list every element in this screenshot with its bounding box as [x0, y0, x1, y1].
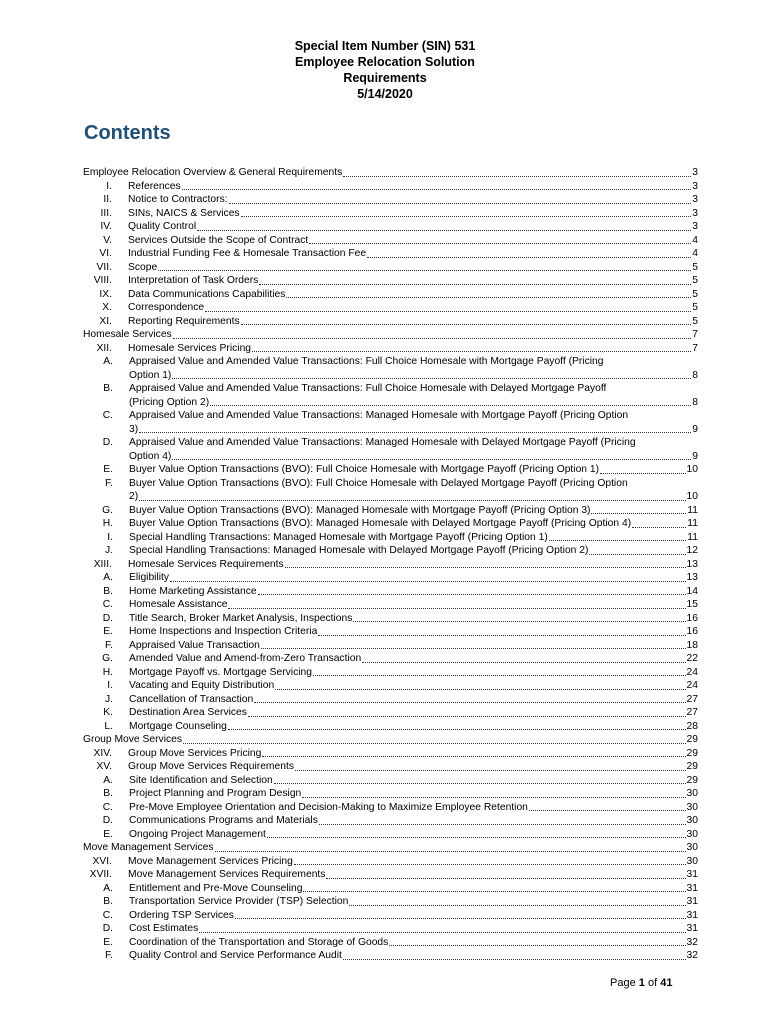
toc-entry[interactable]	[83, 693, 698, 707]
toc-entry-number: I.	[106, 180, 112, 192]
toc-entry-number: X.	[102, 302, 112, 313]
table-of-contents	[83, 166, 698, 963]
toc-entry-number: VI.	[99, 248, 112, 259]
toc-entry-number: F.	[104, 950, 113, 961]
toc-entry-title: Group Move Services Pricing	[128, 747, 262, 759]
toc-entry-title: Special Handling Transactions: Managed Homesale with Delayed Mortgage Payoff (Pricing Option 2)	[129, 545, 589, 556]
toc-page-number: 8	[692, 369, 698, 381]
toc-entry[interactable]	[83, 733, 698, 747]
toc-entry-title: Group Move Services Requirements	[128, 761, 294, 772]
page-total: 41	[660, 977, 673, 989]
toc-entry-title: Appraised Value and Amended Value Transactions: Managed Homesale with Mortgage Payoff (Pricing Option	[129, 410, 629, 421]
toc-page-number: 30	[686, 788, 698, 799]
toc-dot-leader	[241, 324, 692, 325]
toc-dot-leader	[254, 702, 685, 703]
toc-entry-title-continued: 2)	[129, 491, 139, 502]
toc-page-number: 22	[686, 653, 698, 664]
toc-entry-title: Data Communications Capabilities	[128, 288, 286, 300]
toc-entry-title: Homesale Services Requirements	[128, 558, 284, 570]
toc-entry[interactable]	[83, 423, 698, 437]
toc-page-number: 16	[686, 626, 698, 637]
toc-entry-number: III.	[100, 207, 112, 219]
toc-entry-title: Buyer Value Option Transactions (BVO): Full Choice Homesale with Delayed Mortgage Payoff (Pricing Option	[129, 477, 628, 489]
toc-entry-number: A.	[103, 356, 113, 367]
toc-page-number: 30	[686, 855, 698, 867]
toc-entry-title: Site Identification and Selection	[129, 774, 273, 786]
toc-page-number: 15	[686, 599, 698, 610]
toc-entry-title: Move Management Services	[83, 842, 214, 853]
toc-entry-number: C.	[102, 801, 113, 813]
toc-entry-title: Industrial Funding Fee & Homesale Transaction Fee	[128, 248, 367, 259]
header-title-line-3: Requirements	[343, 71, 427, 85]
toc-entry-title: Group Move Services	[83, 734, 183, 745]
toc-dot-leader	[389, 945, 685, 946]
toc-entry-title: References	[128, 180, 181, 192]
toc-dot-leader	[229, 203, 692, 204]
toc-page-number: 31	[686, 869, 698, 880]
toc-entry-title: Buyer Value Option Transactions (BVO): Managed Homesale with Mortgage Payoff (Pricing Option 3)	[129, 504, 591, 516]
toc-entry[interactable]	[83, 828, 698, 842]
toc-page-number: 29	[686, 734, 698, 745]
toc-page-number: 28	[686, 720, 698, 732]
toc-entry-number: G.	[102, 653, 113, 664]
toc-entry[interactable]	[83, 774, 698, 788]
toc-page-number: 31	[686, 882, 698, 894]
toc-page-number: 13	[686, 558, 698, 570]
page-footer	[610, 977, 672, 989]
toc-entry-gap	[113, 355, 129, 369]
toc-entry-number: IV.	[100, 221, 112, 232]
toc-entry-number: A.	[103, 572, 113, 583]
toc-dot-leader	[274, 783, 686, 784]
toc-entry-title: Interpretation of Task Orders	[128, 275, 259, 286]
toc-entry-title: Buyer Value Option Transactions (BVO): Managed Homesale with Delayed Mortgage Payoff (Pricing Option 4)	[129, 518, 632, 529]
toc-page-number: 11	[687, 504, 698, 516]
toc-entry-title: Reporting Requirements	[128, 315, 240, 327]
toc-entry-title: Employee Relocation Overview & General Requirements	[83, 167, 343, 178]
document-header	[0, 38, 770, 102]
toc-entry-title: Quality Control	[128, 221, 197, 232]
toc-page-number: 9	[692, 423, 698, 435]
toc-entry[interactable]	[83, 220, 698, 234]
toc-entry-title: Quality Control and Service Performance Audit	[129, 950, 342, 961]
toc-page-number: 4	[692, 248, 698, 259]
toc-page-number: 11	[687, 518, 698, 529]
toc-dot-leader	[343, 959, 686, 960]
toc-entry-title: SINs, NAICS & Services	[128, 207, 240, 219]
toc-entry[interactable]	[83, 450, 698, 464]
toc-entry-title: Home Inspections and Inspection Criteria	[129, 626, 318, 637]
toc-entry-title: Destination Area Services	[129, 707, 247, 718]
toc-entry-title: Appraised Value and Amended Value Transactions: Full Choice Homesale with Mortgage Payoff (Pricing	[129, 356, 604, 367]
toc-page-number: 29	[686, 774, 698, 786]
toc-entry-number: B.	[103, 788, 113, 799]
toc-entry[interactable]	[83, 558, 698, 572]
toc-entry[interactable]	[83, 841, 698, 855]
page-label: Page	[610, 977, 636, 989]
toc-page-number: 7	[692, 329, 698, 340]
toc-entry[interactable]	[83, 193, 698, 207]
toc-entry[interactable]	[83, 301, 698, 315]
toc-page-number: 27	[686, 693, 698, 705]
toc-entry[interactable]	[83, 706, 698, 720]
toc-entry[interactable]	[83, 585, 698, 599]
toc-entry-number: A.	[103, 774, 113, 786]
toc-entry-title: Entitlement and Pre-Move Counseling	[129, 882, 303, 894]
toc-entry-title: Correspondence	[128, 302, 205, 313]
toc-entry-number: A.	[103, 882, 113, 894]
toc-entry-first-line	[83, 355, 698, 369]
toc-dot-leader	[228, 729, 686, 730]
toc-entry-first-line	[83, 409, 698, 423]
toc-dot-leader	[158, 270, 691, 271]
toc-dot-leader	[303, 891, 685, 892]
toc-entry[interactable]	[83, 895, 698, 909]
toc-dot-leader	[205, 311, 691, 312]
toc-entry-number: XVII.	[89, 869, 112, 880]
toc-entry-title: Notice to Contractors:	[128, 194, 228, 205]
toc-page-number: 13	[686, 572, 698, 583]
toc-entry-number: J.	[104, 545, 113, 556]
toc-page-number: 29	[686, 761, 698, 772]
toc-entry-gap	[113, 477, 129, 491]
toc-page-number: 9	[692, 450, 698, 462]
toc-entry-title: Appraised Value and Amended Value Transactions: Full Choice Homesale with Delayed Mortgage Payoff	[129, 383, 607, 394]
toc-entry-title: Move Management Services Requirements	[128, 869, 326, 880]
toc-entry-title: Buyer Value Option Transactions (BVO): Full Choice Homesale with Mortgage Payoff (Pricing Option 1)	[129, 464, 600, 475]
toc-entry-title: Vacating and Equity Distribution	[129, 680, 275, 691]
toc-entry-number: H.	[102, 518, 113, 529]
toc-entry-title: Mortgage Counseling	[129, 720, 227, 732]
toc-entry-number: K.	[103, 707, 113, 718]
toc-dot-leader	[275, 689, 685, 690]
toc-dot-leader	[267, 837, 686, 838]
toc-entry-title: Appraised Value and Amended Value Transactions: Managed Homesale with Delayed Mortgage Payoff (Pricing	[129, 437, 636, 448]
toc-dot-leader	[591, 513, 686, 514]
toc-entry[interactable]	[83, 868, 698, 882]
toc-dot-leader	[248, 716, 686, 717]
toc-entry[interactable]	[83, 247, 698, 261]
toc-dot-leader	[199, 932, 685, 933]
toc-page-number: 10	[686, 491, 698, 502]
toc-entry-number: L.	[104, 720, 113, 732]
toc-dot-leader	[353, 621, 685, 622]
toc-page-number: 30	[686, 801, 698, 813]
toc-entry-number: G.	[102, 504, 113, 516]
toc-page-number: 4	[692, 234, 698, 246]
toc-entry-number: XVI.	[92, 855, 112, 867]
toc-entry-number: D.	[102, 437, 113, 448]
toc-dot-leader	[139, 500, 685, 501]
toc-dot-leader	[215, 851, 686, 852]
toc-page-number: 14	[686, 585, 698, 597]
toc-dot-leader	[197, 230, 691, 231]
toc-entry[interactable]	[83, 787, 698, 801]
toc-entry-number: E.	[103, 936, 113, 948]
toc-entry-number: VII.	[96, 261, 112, 273]
toc-entry-number: D.	[102, 923, 113, 934]
toc-page-number: 18	[686, 639, 698, 651]
toc-dot-leader	[228, 608, 685, 609]
toc-dot-leader	[632, 527, 686, 528]
toc-entry[interactable]	[83, 261, 698, 275]
toc-entry-number: E.	[103, 626, 113, 637]
toc-entry-title: Ordering TSP Services	[129, 909, 234, 921]
toc-dot-leader	[295, 770, 686, 771]
toc-page-number: 31	[686, 909, 698, 921]
toc-entry[interactable]	[83, 922, 698, 936]
toc-entry[interactable]	[83, 504, 698, 518]
toc-entry[interactable]	[83, 652, 698, 666]
toc-page-number: 12	[686, 545, 698, 556]
toc-dot-leader	[172, 378, 691, 379]
toc-page-number: 5	[692, 315, 698, 327]
toc-entry-title-continued: Option 4)	[129, 450, 172, 462]
toc-entry[interactable]	[83, 625, 698, 639]
toc-entry-gap	[113, 382, 129, 396]
toc-entry-number: C.	[102, 410, 113, 421]
toc-entry-title: Title Search, Broker Market Analysis, Inspections	[129, 612, 353, 624]
toc-entry[interactable]	[83, 612, 698, 626]
toc-dot-leader	[235, 918, 686, 919]
toc-dot-leader	[529, 810, 686, 811]
toc-entry-number: E.	[103, 464, 113, 475]
toc-dot-leader	[285, 567, 686, 568]
toc-entry[interactable]	[83, 801, 698, 815]
toc-entry-first-line	[83, 382, 698, 396]
toc-entry-number: B.	[103, 896, 113, 907]
toc-entry[interactable]	[83, 180, 698, 194]
toc-dot-leader	[262, 756, 685, 757]
toc-dot-leader	[343, 176, 691, 177]
toc-page-number: 8	[692, 396, 698, 408]
toc-page-number: 31	[686, 896, 698, 907]
toc-entry-number: II.	[103, 194, 112, 205]
header-title-line-2: Employee Relocation Solution	[295, 55, 475, 69]
toc-entry[interactable]	[83, 936, 698, 950]
toc-entry[interactable]	[83, 274, 698, 288]
toc-page-number: 5	[692, 275, 698, 286]
toc-entry[interactable]	[83, 369, 698, 383]
toc-entry[interactable]	[83, 328, 698, 342]
toc-dot-leader	[318, 635, 685, 636]
toc-entry-title: Home Marketing Assistance	[129, 585, 257, 597]
toc-dot-leader	[313, 675, 686, 676]
toc-dot-leader	[286, 297, 691, 298]
toc-dot-leader	[259, 284, 691, 285]
toc-entry-number: B.	[103, 585, 113, 597]
toc-entry-first-line	[83, 436, 698, 450]
toc-page-number: 5	[692, 302, 698, 313]
toc-page-number: 5	[692, 288, 698, 300]
toc-entry-number: B.	[103, 383, 113, 394]
toc-dot-leader	[172, 459, 691, 460]
toc-entry-number: H.	[102, 666, 113, 678]
toc-entry-title: Appraised Value Transaction	[129, 639, 260, 651]
toc-entry-number: I.	[107, 680, 113, 691]
toc-entry-title: Homesale Assistance	[129, 599, 228, 610]
toc-page-number: 24	[686, 666, 698, 678]
toc-entry-number: C.	[102, 599, 113, 610]
toc-entry[interactable]	[83, 544, 698, 558]
toc-dot-leader	[258, 594, 686, 595]
toc-dot-leader	[294, 864, 686, 865]
toc-page-number: 30	[686, 815, 698, 826]
toc-entry[interactable]	[83, 639, 698, 653]
toc-page-number: 30	[686, 828, 698, 840]
toc-entry-gap	[113, 409, 129, 423]
toc-entry[interactable]	[83, 463, 698, 477]
toc-dot-leader	[349, 905, 685, 906]
toc-entry-number: IX.	[99, 288, 112, 300]
toc-entry-first-line	[83, 477, 698, 491]
toc-entry-number: XII.	[96, 342, 112, 354]
toc-entry-title: Homesale Services Pricing	[128, 342, 252, 354]
toc-entry-number: F.	[104, 639, 113, 651]
toc-entry-number: XV.	[96, 761, 112, 772]
toc-entry-number: D.	[102, 815, 113, 826]
toc-entry-number: E.	[103, 828, 113, 840]
toc-entry[interactable]	[83, 949, 698, 963]
toc-page-number: 16	[686, 612, 698, 624]
toc-dot-leader	[367, 257, 691, 258]
toc-entry[interactable]	[83, 855, 698, 869]
toc-entry-title-continued: (Pricing Option 2)	[129, 396, 210, 408]
toc-page-number: 11	[687, 531, 698, 543]
toc-entry[interactable]	[83, 760, 698, 774]
toc-entry[interactable]	[83, 342, 698, 356]
toc-entry-title: Homesale Services	[83, 329, 172, 340]
toc-entry-title: Ongoing Project Management	[129, 828, 266, 840]
toc-entry-number: F.	[104, 477, 113, 489]
toc-page-number: 32	[686, 936, 698, 948]
page-current: 1	[638, 977, 645, 989]
toc-entry-title: Amended Value and Amend-from-Zero Transaction	[129, 653, 362, 664]
toc-page-number: 31	[686, 923, 698, 934]
toc-entry-title: Special Handling Transactions: Managed Homesale with Mortgage Payoff (Pricing Option 1)	[129, 531, 548, 543]
toc-page-number: 24	[686, 680, 698, 691]
toc-entry-title: Transportation Service Provider (TSP) Selection	[129, 896, 349, 907]
toc-page-number: 3	[692, 207, 698, 219]
toc-entry-title-continued: Option 1)	[129, 369, 172, 381]
toc-dot-leader	[589, 554, 685, 555]
toc-entry[interactable]	[83, 571, 698, 585]
toc-entry-number: VIII.	[93, 275, 112, 286]
toc-entry-number: J.	[104, 693, 113, 705]
toc-dot-leader	[241, 216, 692, 217]
toc-page-number: 7	[692, 342, 698, 354]
toc-dot-leader	[309, 243, 691, 244]
toc-entry-number: V.	[103, 234, 112, 246]
toc-entry-title: Project Planning and Program Design	[129, 788, 302, 799]
header-date: 5/14/2020	[357, 87, 413, 101]
toc-entry-number: D.	[102, 612, 113, 624]
toc-entry-title: Services Outside the Scope of Contract	[128, 234, 309, 246]
toc-entry-number: XI.	[99, 315, 112, 327]
toc-entry[interactable]	[83, 315, 698, 329]
toc-dot-leader	[326, 878, 685, 879]
toc-entry-title: Cancellation of Transaction	[129, 693, 254, 705]
toc-entry[interactable]	[83, 396, 698, 410]
toc-dot-leader	[362, 662, 685, 663]
toc-entry-title: Coordination of the Transportation and Storage of Goods	[129, 936, 389, 948]
toc-entry-number: C.	[102, 909, 113, 921]
toc-entry[interactable]	[83, 679, 698, 693]
toc-entry[interactable]	[83, 747, 698, 761]
toc-entry-number: I.	[107, 531, 113, 543]
toc-dot-leader	[252, 351, 691, 352]
toc-dot-leader	[210, 405, 691, 406]
toc-entry-title: Communications Programs and Materials	[129, 815, 318, 826]
toc-page-number: 3	[692, 194, 698, 205]
toc-dot-leader	[139, 432, 691, 433]
toc-page-number: 5	[692, 261, 698, 273]
contents-heading: Contents	[84, 122, 171, 144]
toc-page-number: 3	[692, 221, 698, 232]
toc-dot-leader	[600, 473, 685, 474]
toc-page-number: 32	[686, 950, 698, 961]
toc-entry-title: Eligibility	[129, 572, 170, 583]
toc-entry-gap	[113, 436, 129, 450]
toc-page-number: 10	[686, 464, 698, 475]
toc-dot-leader	[183, 743, 686, 744]
toc-page-number: 3	[692, 180, 698, 192]
toc-page-number: 29	[686, 747, 698, 759]
header-title-line-1: Special Item Number (SIN) 531	[294, 39, 476, 53]
toc-entry[interactable]	[83, 909, 698, 923]
toc-entry[interactable]	[83, 234, 698, 248]
toc-entry[interactable]	[83, 531, 698, 545]
toc-entry-title: Pre-Move Employee Orientation and Decision-Making to Maximize Employee Retention	[129, 801, 528, 813]
toc-dot-leader	[182, 189, 692, 190]
toc-entry[interactable]	[83, 288, 698, 302]
toc-entry[interactable]	[83, 598, 698, 612]
toc-dot-leader	[173, 338, 692, 339]
toc-entry[interactable]	[83, 814, 698, 828]
toc-page-number: 3	[692, 167, 698, 178]
toc-entry-title: Cost Estimates	[129, 923, 199, 934]
toc-entry[interactable]	[83, 882, 698, 896]
toc-entry[interactable]	[83, 517, 698, 531]
toc-dot-leader	[261, 648, 686, 649]
toc-entry[interactable]	[83, 720, 698, 734]
toc-entry-title: Scope	[128, 261, 158, 273]
page-of: of	[647, 977, 658, 989]
toc-entry-title-continued: 3)	[129, 423, 139, 435]
toc-entry-number: XIV.	[93, 747, 112, 759]
toc-entry[interactable]	[83, 666, 698, 680]
toc-entry[interactable]	[83, 490, 698, 504]
toc-entry-number: XIII.	[93, 558, 112, 570]
toc-dot-leader	[170, 581, 685, 582]
toc-entry[interactable]	[83, 166, 698, 180]
toc-dot-leader	[302, 797, 685, 798]
toc-entry[interactable]	[83, 207, 698, 221]
toc-page-number: 27	[686, 707, 698, 718]
toc-dot-leader	[549, 540, 687, 541]
toc-page-number: 30	[686, 842, 698, 853]
toc-dot-leader	[319, 824, 686, 825]
toc-entry-title: Mortgage Payoff vs. Mortgage Servicing	[129, 666, 312, 678]
toc-entry-title: Move Management Services Pricing	[128, 855, 293, 867]
